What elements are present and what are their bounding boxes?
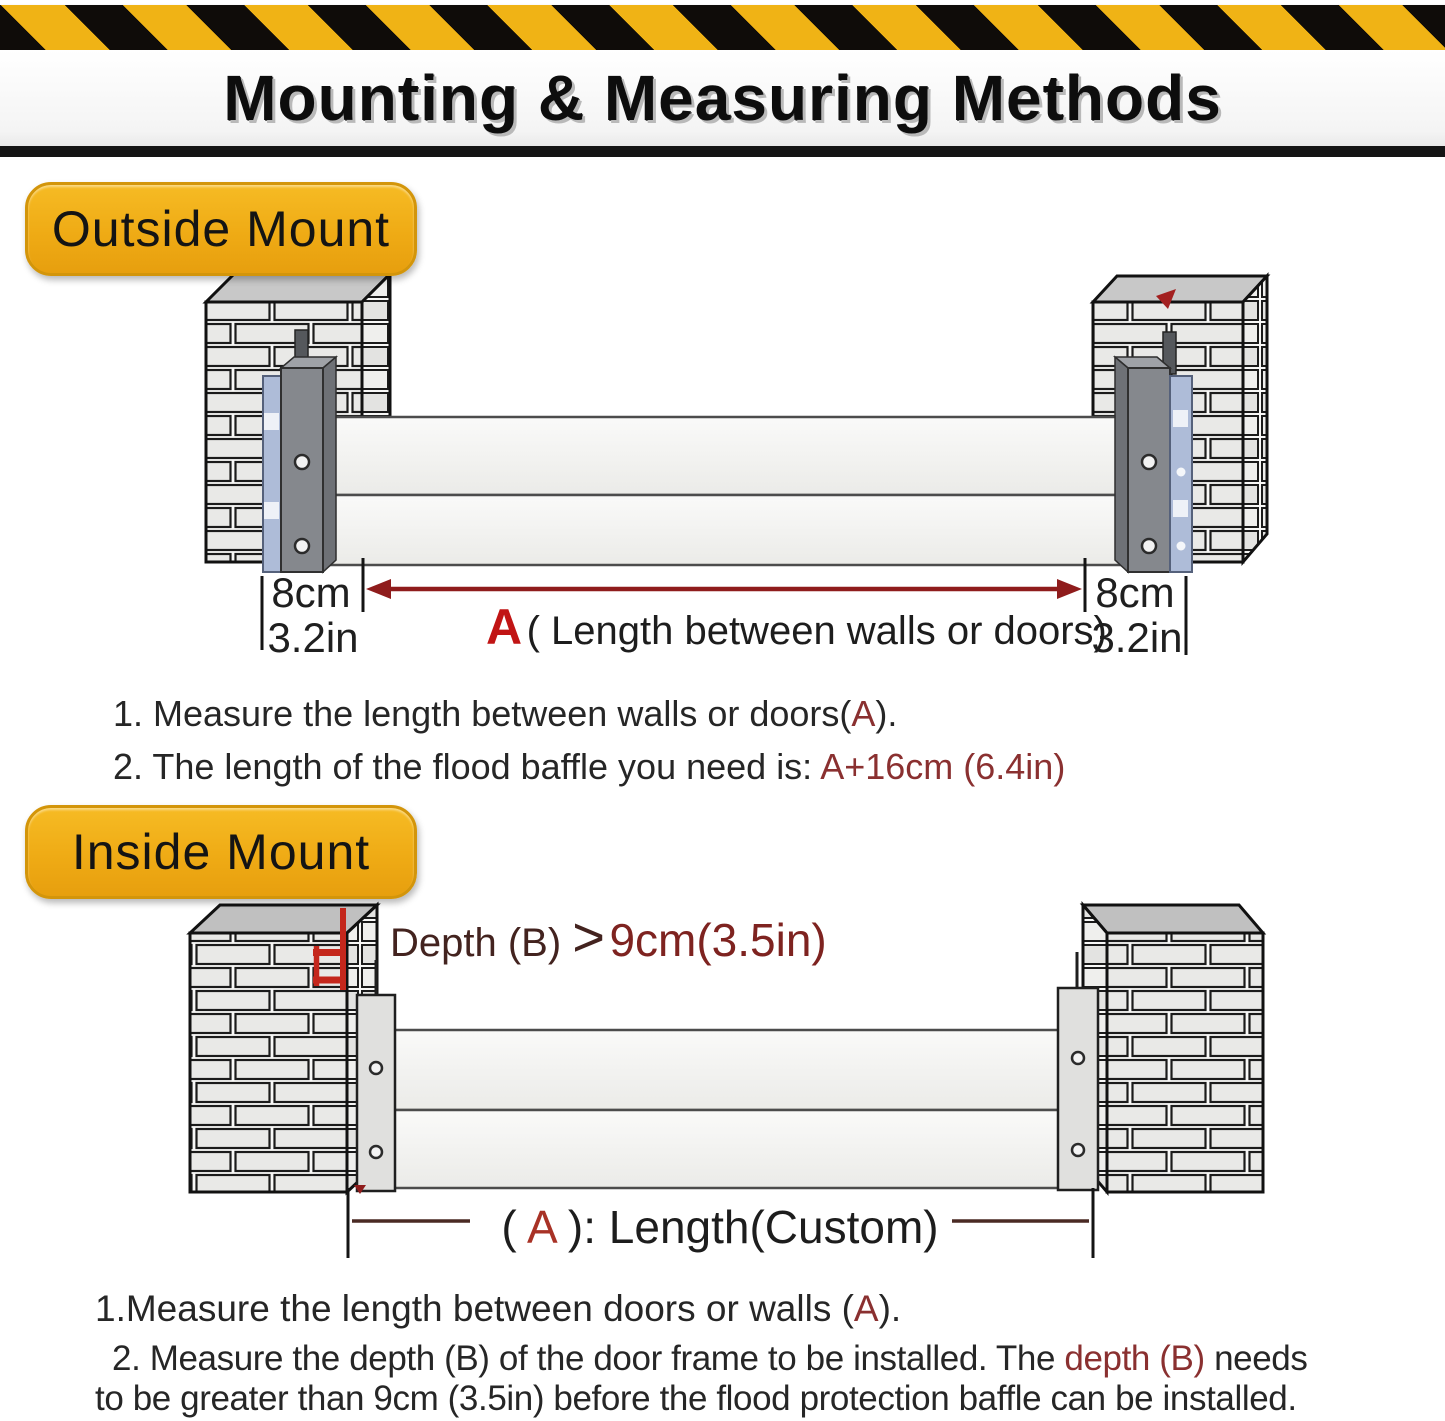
right-offset-cm-label: 8cm: [1095, 569, 1175, 616]
left-offset-inch-label: 3.2in: [267, 614, 359, 661]
left-frame-channel: [354, 960, 395, 1194]
screw-icon: [1142, 539, 1156, 553]
step-text: ).: [878, 1288, 902, 1329]
paren-open: (: [501, 1201, 517, 1253]
page-title: Mounting & Measuring Methods: [223, 62, 1222, 134]
depth-label-text: Depth (B): [390, 921, 573, 965]
step-text: 1.Measure the length between doors or walls (: [95, 1288, 854, 1329]
screw-icon: [295, 539, 309, 553]
screw-icon: [370, 1146, 382, 1158]
outside-mount-badge: [25, 182, 417, 276]
flood-barrier-panels: [380, 1030, 1070, 1188]
label-a-text: ( Length between walls or doors): [526, 609, 1107, 653]
outside-dimension-markup: [262, 558, 1186, 661]
flood-barrier-panels: [300, 417, 1160, 565]
title-band: [0, 50, 1445, 146]
step-text: ).: [875, 693, 898, 734]
outside-mount-badge-label: Outside Mount: [51, 201, 391, 257]
screw-icon: [1072, 1052, 1084, 1064]
step-text: 1. Measure the length between walls or doors(: [113, 693, 852, 734]
custom-length-label: [501, 1201, 938, 1253]
outside-instruction-step-2: [113, 746, 1065, 788]
step-emphasis: depth (B): [1064, 1339, 1205, 1378]
label-a-red: A: [486, 599, 523, 655]
right-offset-inch-label: 3.2in: [1091, 614, 1183, 661]
left-wall-pillar: [190, 905, 377, 1192]
label-a-red: A: [526, 1201, 556, 1253]
length-a-label: [486, 599, 1107, 655]
inside-mount-diagram: [190, 905, 1263, 1258]
inside-mount-badge-label: Inside Mount: [71, 824, 371, 880]
length-arrow: [366, 579, 1082, 599]
screw-icon: [370, 1062, 382, 1074]
inside-dimension-markup: [348, 1188, 1093, 1258]
right-wall-pillar: [1083, 905, 1263, 1192]
title-underline-bar: [0, 146, 1445, 157]
greater-than-sign: >: [572, 905, 605, 968]
outside-mount-diagram: [206, 274, 1267, 661]
step-text: 2. The length of the flood baffle you need is:: [113, 746, 821, 787]
inside-instruction-step-2-line-1: [112, 1339, 1307, 1379]
inside-instruction-step-1: [95, 1288, 901, 1330]
depth-requirement-label: [390, 905, 827, 968]
screw-icon: [295, 455, 309, 469]
step-text: to be greater than 9cm (3.5in) before the flood protection baffle can be installed.: [95, 1379, 1297, 1418]
step-text: needs: [1204, 1339, 1308, 1378]
step-emphasis: A+16cm (6.4in): [820, 746, 1066, 787]
outside-instruction-step-1: [113, 693, 897, 735]
screw-icon: [1142, 455, 1156, 469]
hazard-stripe-banner: [0, 5, 1445, 50]
depth-value-text: 9cm(3.5in): [609, 914, 827, 966]
left-offset-cm-label: 8cm: [271, 569, 351, 616]
right-frame-channel: [1058, 952, 1098, 1190]
step-text: 2. Measure the depth (B) of the door frame to be installed. The: [112, 1339, 1065, 1378]
step-emphasis: A: [853, 1288, 879, 1329]
step-emphasis: A: [851, 693, 876, 734]
label-text: ): Length(Custom): [567, 1201, 939, 1253]
inside-mount-badge: [25, 805, 417, 899]
screw-icon: [1072, 1144, 1084, 1156]
inside-instruction-step-2-line-2: [95, 1379, 1297, 1419]
